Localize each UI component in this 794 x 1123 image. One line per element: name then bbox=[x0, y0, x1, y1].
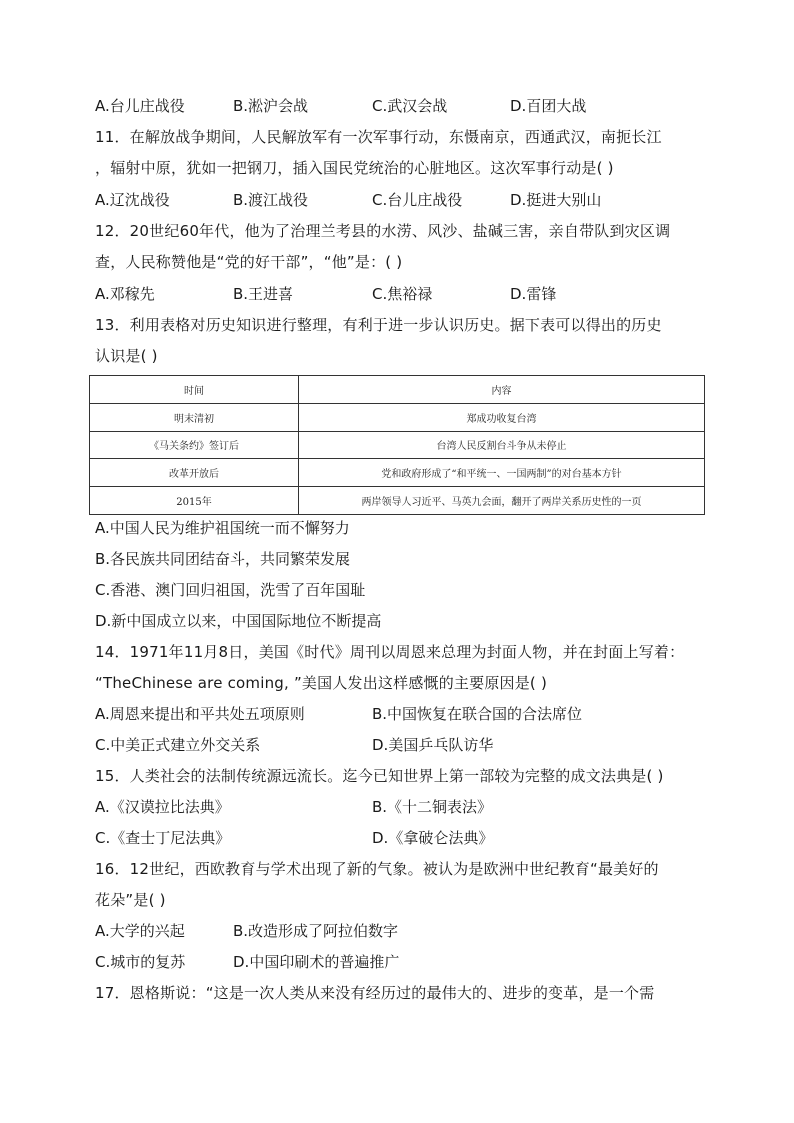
q12-option-d: D.雷锋 bbox=[510, 285, 557, 303]
q13-option-a: A.中国人民为维护祖国统一而不懈努力 bbox=[95, 519, 350, 537]
q13-option-d: D.新中国成立以来，中国国际地位不断提高 bbox=[95, 612, 382, 630]
table-header-content: 内容 bbox=[299, 376, 705, 404]
q14-option-c: C.中美正式建立外交关系 bbox=[95, 736, 261, 754]
table-header-row bbox=[90, 376, 705, 404]
q11-option-a: A.辽沈战役 bbox=[95, 191, 170, 209]
q15-option-c: C.《查士丁尼法典》 bbox=[95, 829, 231, 847]
q12-option-c: C.焦裕禄 bbox=[372, 285, 433, 303]
table-header-time: 时间 bbox=[90, 376, 299, 404]
q12-stem-line-2: 查，人民称赞他是“党的好干部”，“他”是：( ) bbox=[95, 253, 403, 271]
table-cell-content: 党和政府形成了“和平统一、一国两制”的对台基本方针 bbox=[299, 459, 705, 487]
q14-stem-line-1: 14．1971年11月8日，美国《时代》周刊以周恩来总理为封面人物，并在封面上写着： bbox=[95, 643, 685, 661]
q14-option-a: A.周恩来提出和平共处五项原则 bbox=[95, 705, 305, 723]
q14-stem-line-2: “TheChinese are coming, ”美国人发出这样感慨的主要原因是( ) bbox=[95, 674, 548, 692]
q15-option-a: A.《汉谟拉比法典》 bbox=[95, 798, 230, 816]
q12-option-b: B.王进喜 bbox=[233, 285, 294, 303]
q10-option-a: A.台儿庄战役 bbox=[95, 97, 185, 115]
q16-option-d: D.中国印刷术的普遍推广 bbox=[233, 953, 400, 971]
q13-option-c: C.香港、澳门回归祖国，洗雪了百年国耻 bbox=[95, 581, 366, 599]
q13-stem-line-2: 认识是( ) bbox=[95, 347, 158, 365]
q11-stem-line-1: 11．在解放战争期间，人民解放军有一次军事行动，东慑南京，西通武汉，南扼长江 bbox=[95, 128, 662, 146]
table-cell-time: 明末清初 bbox=[90, 403, 299, 431]
table-cell-time: 《马关条约》签订后 bbox=[90, 431, 299, 459]
table-row bbox=[90, 403, 705, 431]
q16-stem-line-1: 16．12世纪，西欧教育与学术出现了新的气象。被认为是欧洲中世纪教育“最美好的 bbox=[95, 860, 659, 878]
q15-stem-line-1: 15．人类社会的法制传统源远流长。迄今已知世界上第一部较为完整的成文法典是( ) bbox=[95, 767, 664, 785]
q16-stem-line-2: 花朵”是( ) bbox=[95, 891, 166, 909]
q13-option-b: B.各民族共同团结奋斗，共同繁荣发展 bbox=[95, 550, 351, 568]
table-cell-content: 两岸领导人习近平、马英九会面，翻开了两岸关系历史性的一页 bbox=[299, 487, 705, 515]
q11-option-d: D.挺进大别山 bbox=[510, 191, 602, 209]
q12-stem-line-1: 12．20世纪60年代，他为了治理兰考县的水涝、风沙、盐碱三害，亲自带队到灾区调 bbox=[95, 222, 671, 240]
q16-option-a: A.大学的兴起 bbox=[95, 922, 185, 940]
q11-stem-line-2: ，辐射中原，犹如一把钢刀，插入国民党统治的心脏地区。这次军事行动是( ) bbox=[95, 159, 614, 177]
table-cell-content: 郑成功收复台湾 bbox=[299, 403, 705, 431]
table-cell-content: 台湾人民反割台斗争从未停止 bbox=[299, 431, 705, 459]
q10-option-d: D.百团大战 bbox=[510, 97, 587, 115]
q12-option-a: A.邓稼先 bbox=[95, 285, 155, 303]
table-row bbox=[90, 487, 705, 515]
q10-option-c: C.武汉会战 bbox=[372, 97, 448, 115]
q16-option-c: C.城市的复苏 bbox=[95, 953, 186, 971]
q17-stem-line-1: 17．恩格斯说：“这是一次人类从来没有经历过的最伟大的、进步的变革，是一个需 bbox=[95, 984, 655, 1002]
q16-option-b: B.改造形成了阿拉伯数字 bbox=[233, 922, 399, 940]
table-cell-time: 改革开放后 bbox=[90, 459, 299, 487]
q13-stem-line-1: 13．利用表格对历史知识进行整理，有利于进一步认识历史。据下表可以得出的历史 bbox=[95, 316, 662, 334]
q15-option-b: B.《十二铜表法》 bbox=[372, 798, 493, 816]
q10-option-b: B.淞沪会战 bbox=[233, 97, 309, 115]
table-cell-time: 2015年 bbox=[90, 487, 299, 515]
q14-option-b: B.中国恢复在联合国的合法席位 bbox=[372, 705, 583, 723]
q11-option-b: B.渡江战役 bbox=[233, 191, 309, 209]
table-row bbox=[90, 431, 705, 459]
q14-option-d: D.美国乒乓队访华 bbox=[372, 736, 494, 754]
history-table bbox=[89, 375, 705, 515]
table-row bbox=[90, 459, 705, 487]
q11-option-c: C.台儿庄战役 bbox=[372, 191, 463, 209]
q15-option-d: D.《拿破仑法典》 bbox=[372, 829, 494, 847]
